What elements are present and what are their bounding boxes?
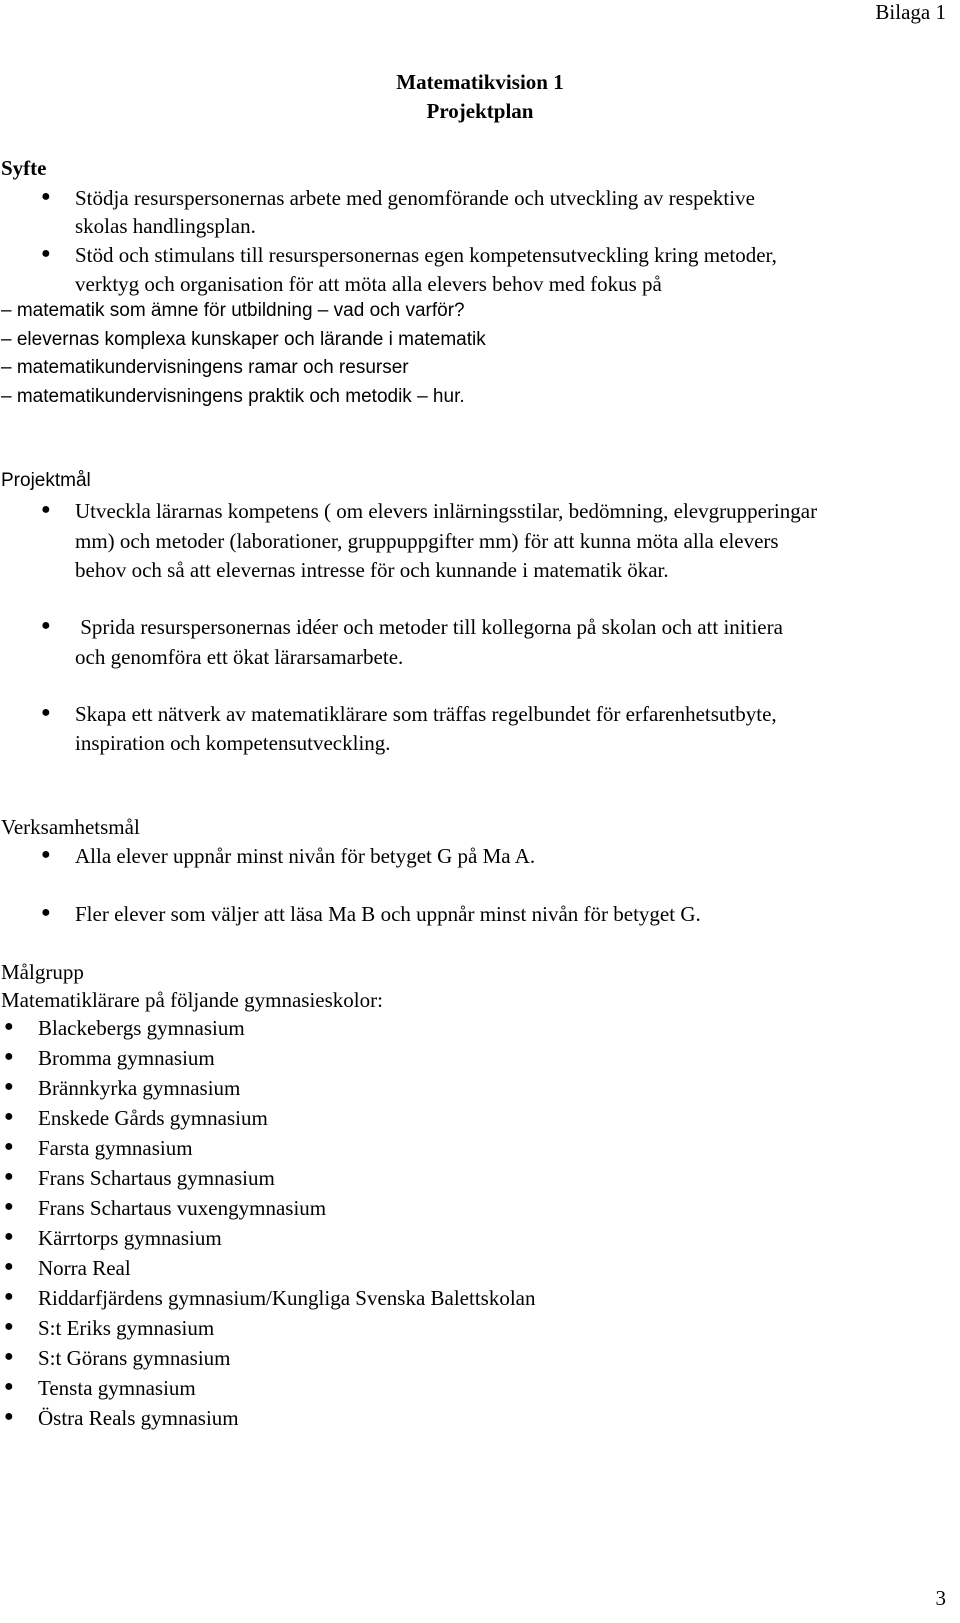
- bullet-icon: ●: [4, 1318, 14, 1335]
- projektmal-bullet2-line1: Sprida resurspersonernas idéer och metoder till kollegorna på skolan och att initiera: [75, 615, 783, 639]
- bullet-icon: ●: [4, 1378, 14, 1395]
- syfte-bullet1-line1: Stödja resurspersonernas arbete med genomförande och utveckling av respektive: [75, 186, 755, 210]
- projektmal-bullet1-line1: Utveckla lärarnas kompetens ( om elevers inlärningsstilar, bedömning, elevgrupperingar: [75, 499, 818, 523]
- section-heading-malgrupp: Målgrupp: [1, 960, 84, 984]
- syfte-dash-item: – matematikundervisningens praktik och metodik – hur.: [1, 386, 465, 407]
- bullet-icon: ●: [4, 1228, 14, 1245]
- bullet-icon: ●: [41, 617, 51, 634]
- syfte-dash-item: – matematik som ämne för utbildning – vad och varför?: [1, 300, 465, 321]
- bullet-icon: ●: [41, 904, 51, 921]
- projektmal-bullet1-line3: behov och så att elevernas intresse för och kunnande i matematik ökar.: [75, 558, 669, 582]
- projektmal-bullet3-line1: Skapa ett nätverk av matematiklärare som träffas regelbundet för erfarenhetsutbyte,: [75, 702, 777, 726]
- bullet-icon: ●: [4, 1108, 14, 1125]
- section-heading-verksamhetsmal: Verksamhetsmål: [1, 815, 140, 839]
- page-number: 3: [935, 1586, 946, 1610]
- bullet-icon: ●: [41, 704, 51, 721]
- verksamhetsmal-item: Alla elever uppnår minst nivån för betyget G på Ma A.: [75, 844, 536, 868]
- syfte-bullet2-line1: Stöd och stimulans till resurspersonernas egen kompetensutveckling kring metoder,: [75, 243, 777, 267]
- malgrupp-intro: Matematiklärare på följande gymnasieskolor:: [1, 988, 383, 1012]
- syfte-dash-item: – elevernas komplexa kunskaper och lärande i matematik: [1, 329, 486, 350]
- projektmal-bullet2-line2: och genomföra ett ökat lärarsamarbete.: [75, 645, 404, 669]
- bullet-icon: ●: [41, 245, 51, 262]
- syfte-bullet2-line2: verktyg och organisation för att möta alla elevers behov med fokus på: [75, 272, 662, 296]
- document-subtitle: Projektplan: [426, 99, 534, 123]
- school-item: Brännkyrka gymnasium: [38, 1076, 241, 1100]
- bullet-icon: ●: [4, 1078, 14, 1095]
- school-item: Frans Schartaus vuxengymnasium: [38, 1196, 327, 1220]
- school-item: Tensta gymnasium: [38, 1376, 196, 1400]
- school-item: Östra Reals gymnasium: [38, 1406, 239, 1430]
- bullet-icon: ●: [4, 1048, 14, 1065]
- school-item: Blackebergs gymnasium: [38, 1016, 245, 1040]
- bullet-icon: ●: [4, 1198, 14, 1215]
- bullet-icon: ●: [4, 1348, 14, 1365]
- school-item: S:t Görans gymnasium: [38, 1346, 231, 1370]
- school-item: Kärrtorps gymnasium: [38, 1226, 222, 1250]
- school-item: Norra Real: [38, 1256, 131, 1280]
- school-item: Farsta gymnasium: [38, 1136, 193, 1160]
- school-item: Riddarfjärdens gymnasium/Kungliga Svenska Balettskolan: [38, 1286, 536, 1310]
- verksamhetsmal-item: Fler elever som väljer att läsa Ma B och uppnår minst nivån för betyget G.: [75, 902, 701, 926]
- syfte-bullet1-line2: skolas handlingsplan.: [75, 214, 256, 238]
- section-heading-syfte: Syfte: [1, 156, 47, 180]
- bullet-icon: ●: [4, 1258, 14, 1275]
- document-title: Matematikvision 1: [396, 70, 564, 94]
- bullet-icon: ●: [41, 846, 51, 863]
- section-heading-projektmal: Projektmål: [1, 470, 91, 491]
- projektmal-bullet3-line2: inspiration och kompetensutveckling.: [75, 731, 391, 755]
- bullet-icon: ●: [4, 1168, 14, 1185]
- syfte-dash-item: – matematikundervisningens ramar och resurser: [1, 357, 409, 378]
- school-item: S:t Eriks gymnasium: [38, 1316, 215, 1340]
- projektmal-bullet1-line2: mm) och metoder (laborationer, gruppuppgifter mm) för att kunna möta alla elevers: [75, 529, 779, 553]
- bullet-icon: ●: [4, 1018, 14, 1035]
- school-item: Enskede Gårds gymnasium: [38, 1106, 268, 1130]
- school-item: Bromma gymnasium: [38, 1046, 215, 1070]
- bullet-icon: ●: [4, 1288, 14, 1305]
- bullet-icon: ●: [4, 1138, 14, 1155]
- school-item: Frans Schartaus gymnasium: [38, 1166, 275, 1190]
- bullet-icon: ●: [41, 501, 51, 518]
- attachment-label: Bilaga 1: [875, 0, 946, 24]
- bullet-icon: ●: [41, 188, 51, 205]
- bullet-icon: ●: [4, 1408, 14, 1425]
